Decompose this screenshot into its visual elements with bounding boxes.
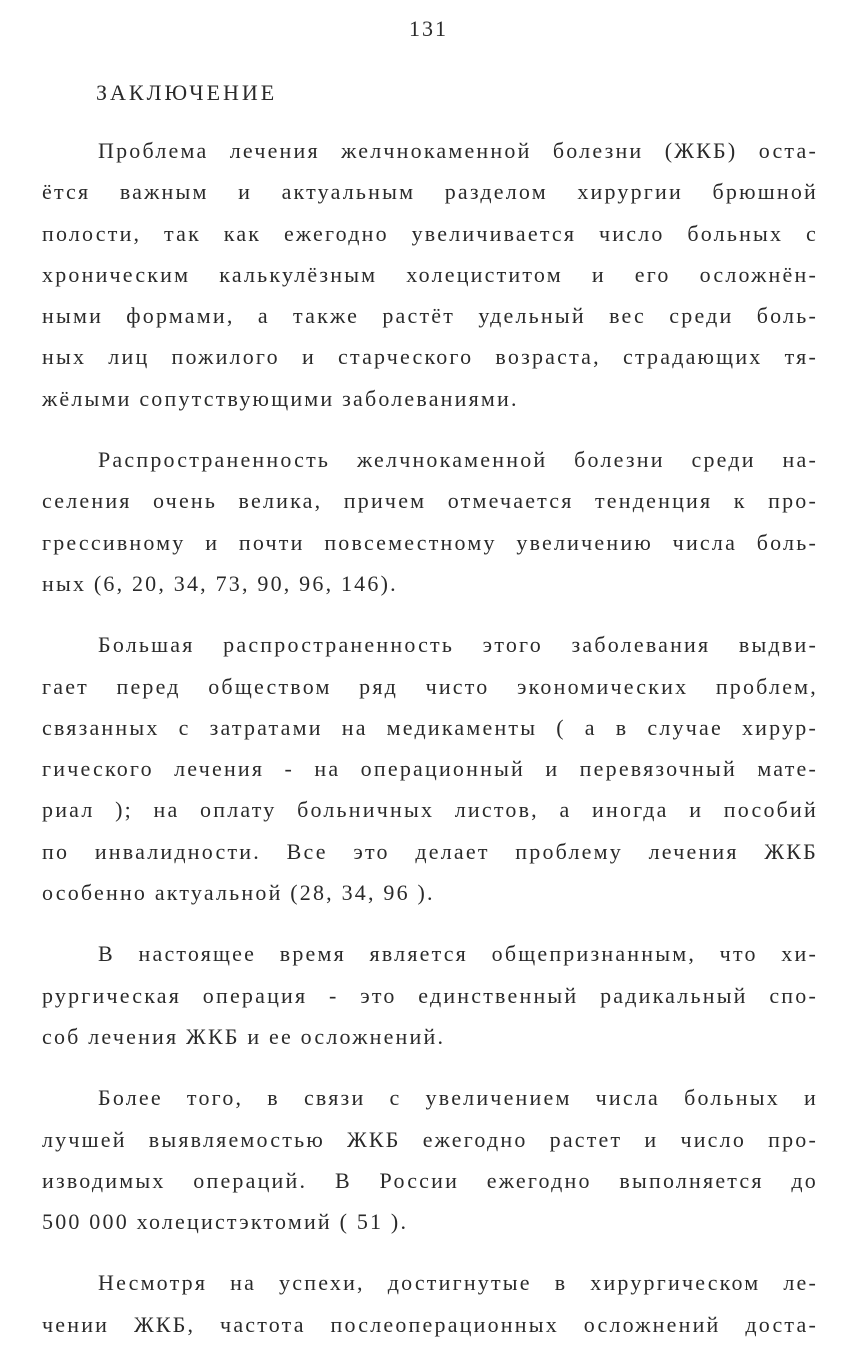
paragraph xyxy=(42,130,818,419)
text-line: риал ); на оплату больничных листов, а иногда и пособий xyxy=(42,797,818,823)
text-line: гического лечения - на операционный и перевязочный мате- xyxy=(42,756,818,782)
text-line: ных (6, 20, 34, 73, 90, 96, 146). xyxy=(42,570,398,596)
text-line: полости, так как ежегодно увеличивается число больных с xyxy=(42,220,818,246)
text-line: ными формами, а также растёт удельный вес среди боль- xyxy=(42,303,818,329)
body-text xyxy=(42,130,818,1345)
paragraph xyxy=(42,1262,818,1345)
text-line: жёлыми сопутствующими заболеваниями. xyxy=(42,385,519,411)
paragraph xyxy=(42,933,818,1057)
text-line: Большая распространенность этого заболевания выдви- xyxy=(98,632,818,658)
paragraph xyxy=(42,1077,818,1242)
text-line: 500 000 холецистэктомий ( 51 ). xyxy=(42,1209,409,1235)
text-line: Несмотря на успехи, достигнутые в хирургическом ле- xyxy=(98,1270,818,1296)
text-line: гает перед обществом ряд чисто экономических проблем, xyxy=(42,673,818,699)
text-line: селения очень велика, причем отмечается тенденция к про- xyxy=(42,488,818,514)
page-number: 131 xyxy=(409,16,448,41)
paragraph xyxy=(42,624,818,913)
text-line: изводимых операций. В России ежегодно выполняется до xyxy=(42,1167,818,1193)
text-line: по инвалидности. Все это делает проблему лечения ЖКБ xyxy=(42,838,818,864)
text-line: хроническим калькулёзным холециститом и его осложнён- xyxy=(42,261,818,287)
text-line: ных лиц пожилого и старческого возраста, страдающих тя- xyxy=(42,344,818,370)
text-line: Распространенность желчнокаменной болезни среди на- xyxy=(98,447,818,473)
text-line: В настоящее время является общепризнанным, что хи- xyxy=(98,941,818,967)
text-line: соб лечения ЖКБ и ее осложнений. xyxy=(42,1023,446,1049)
paragraph xyxy=(42,439,818,604)
text-line: Проблема лечения желчнокаменной болезни (ЖКБ) оста- xyxy=(98,138,818,163)
text-line: особенно актуальной (28, 34, 96 ). xyxy=(42,880,435,906)
section-heading: ЗАКЛЮЧЕНИЕ xyxy=(96,80,278,105)
text-line: чении ЖКБ, частота послеоперационных осложнений доста- xyxy=(42,1311,818,1337)
text-line: лучшей выявляемостью ЖКБ ежегодно растет и число про- xyxy=(42,1126,818,1152)
text-line: ётся важным и актуальным разделом хирургии брюшной xyxy=(42,179,818,205)
text-line: связанных с затратами на медикаменты ( а в случае хирур- xyxy=(42,714,818,740)
text-line: грессивному и почти повсеместному увеличению числа боль- xyxy=(42,529,818,555)
text-line: Более того, в связи с увеличением числа больных и xyxy=(98,1085,818,1111)
text-line: рургическая операция - это единственный радикальный спо- xyxy=(42,982,818,1008)
